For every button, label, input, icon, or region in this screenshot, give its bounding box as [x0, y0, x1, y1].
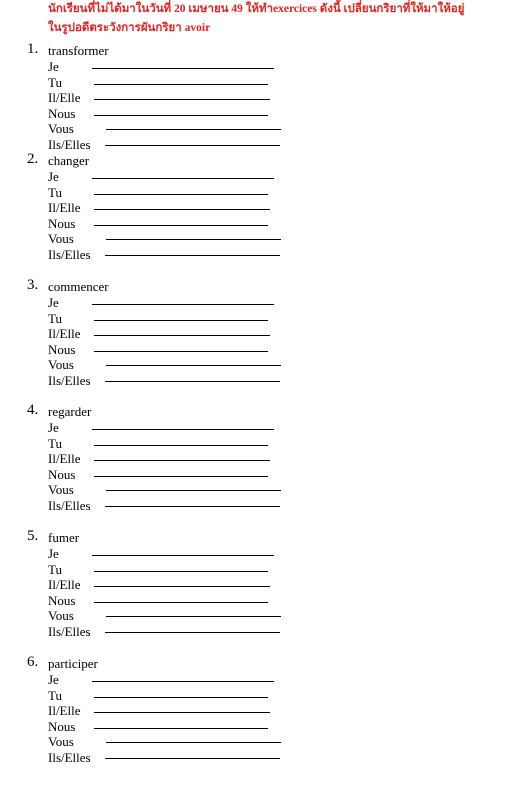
pronoun-label: Tu — [48, 561, 62, 577]
answer-blank-line[interactable] — [94, 712, 270, 713]
pronoun-label: Ils/Elles — [48, 497, 91, 513]
pronoun-label: Je — [48, 420, 59, 435]
pronoun-label: Il/Elle — [48, 326, 81, 342]
answer-blank-line[interactable] — [106, 742, 281, 743]
pronoun-label: Tu — [48, 74, 62, 90]
conjugation-row — [27, 357, 487, 373]
exercise-number: 1. — [27, 41, 39, 57]
conjugation-row — [27, 608, 487, 624]
answer-blank-line[interactable] — [94, 335, 270, 336]
pronoun-label: Ils/Elles — [48, 749, 91, 765]
conjugation-row — [27, 373, 487, 389]
conjugation-row — [27, 719, 487, 735]
pronoun-label: Nous — [48, 215, 76, 231]
conjugation-row — [27, 311, 487, 327]
exercise-heading — [27, 530, 487, 546]
exercise-3 — [27, 279, 487, 389]
conjugation-row — [27, 593, 487, 609]
exercise-verb: participer — [48, 656, 98, 671]
exercise-heading — [27, 43, 487, 59]
answer-blank-line[interactable] — [105, 758, 280, 759]
answer-blank-line[interactable] — [106, 129, 281, 130]
answer-blank-line[interactable] — [92, 304, 274, 305]
answer-blank-line[interactable] — [105, 145, 280, 146]
answer-blank-line[interactable] — [94, 602, 268, 603]
answer-blank-line[interactable] — [92, 178, 274, 179]
answer-blank-line[interactable] — [94, 99, 270, 100]
conjugation-row — [27, 326, 487, 342]
pronoun-label: Il/Elle — [48, 577, 81, 593]
exercise-verb: transformer — [48, 43, 109, 58]
pronoun-label: Nous — [48, 341, 76, 357]
conjugation-row — [27, 420, 487, 436]
answer-blank-line[interactable] — [105, 506, 280, 507]
exercise-heading — [27, 279, 487, 295]
exercise-number: 4. — [27, 402, 39, 418]
pronoun-label: Ils/Elles — [48, 623, 91, 639]
answer-blank-line[interactable] — [94, 460, 270, 461]
pronoun-label: Tu — [48, 310, 62, 326]
conjugation-row — [27, 137, 487, 153]
answer-blank-line[interactable] — [94, 586, 270, 587]
conjugation-row — [27, 750, 487, 766]
pronoun-label: Nous — [48, 592, 76, 608]
conjugation-row — [27, 90, 487, 106]
exercise-verb: changer — [48, 153, 90, 168]
answer-blank-line[interactable] — [92, 555, 274, 556]
conjugation-row — [27, 185, 487, 201]
pronoun-label: Je — [48, 546, 59, 561]
answer-blank-line[interactable] — [92, 68, 274, 69]
conjugation-row — [27, 231, 487, 247]
exercise-heading — [27, 153, 487, 169]
conjugation-row — [27, 451, 487, 467]
pronoun-label: Ils/Elles — [48, 246, 91, 262]
answer-blank-line[interactable] — [106, 616, 281, 617]
conjugation-row — [27, 577, 487, 593]
answer-blank-line[interactable] — [94, 84, 268, 85]
answer-blank-line[interactable] — [105, 381, 280, 382]
conjugation-row — [27, 703, 487, 719]
exercise-number: 3. — [27, 277, 39, 293]
exercise-heading — [27, 404, 487, 420]
answer-blank-line[interactable] — [106, 490, 281, 491]
pronoun-label: Je — [48, 295, 59, 310]
answer-blank-line[interactable] — [105, 255, 280, 256]
answer-blank-line[interactable] — [106, 365, 281, 366]
answer-blank-line[interactable] — [106, 239, 281, 240]
exercise-number: 2. — [27, 151, 39, 167]
instructions-line-1: นักเรียนที่ไม่ได้มาในวันที่ 20 เมษายน 49 ให้ทำexercices ดังนี้ เปลี่ยนกริยาที่ให้มาให้อยู่ — [48, 3, 465, 15]
instructions-header — [48, 0, 488, 37]
conjugation-row — [27, 169, 487, 185]
conjugation-row — [27, 200, 487, 216]
exercise-verb: fumer — [48, 530, 80, 545]
answer-blank-line[interactable] — [94, 351, 268, 352]
answer-blank-line[interactable] — [92, 681, 274, 682]
answer-blank-line[interactable] — [92, 429, 274, 430]
pronoun-label: Il/Elle — [48, 451, 81, 467]
conjugation-row — [27, 342, 487, 358]
answer-blank-line[interactable] — [94, 728, 268, 729]
instructions-line-2: ในรูปอดีตระวังการผันกริยา avoir — [48, 22, 211, 34]
pronoun-label: Il/Elle — [48, 200, 81, 216]
exercise-5 — [27, 530, 487, 640]
answer-blank-line[interactable] — [94, 194, 268, 195]
answer-blank-line[interactable] — [105, 632, 280, 633]
pronoun-label: Je — [48, 169, 59, 184]
pronoun-label: Il/Elle — [48, 90, 81, 106]
conjugation-row — [27, 546, 487, 562]
pronoun-label: Je — [48, 59, 59, 74]
answer-blank-line[interactable] — [94, 571, 268, 572]
answer-blank-line[interactable] — [94, 209, 270, 210]
conjugation-row — [27, 562, 487, 578]
conjugation-row — [27, 467, 487, 483]
pronoun-label: Nous — [48, 718, 76, 734]
answer-blank-line[interactable] — [94, 476, 268, 477]
pronoun-label: Ils/Elles — [48, 372, 91, 388]
conjugation-row — [27, 436, 487, 452]
conjugation-row — [27, 295, 487, 311]
conjugation-row — [27, 75, 487, 91]
pronoun-label: Vous — [48, 121, 74, 137]
exercise-verb: regarder — [48, 404, 92, 419]
conjugation-row — [27, 734, 487, 750]
pronoun-label: Tu — [48, 184, 62, 200]
exercise-2 — [27, 153, 487, 263]
answer-blank-line[interactable] — [94, 445, 268, 446]
conjugation-row — [27, 688, 487, 704]
conjugation-row — [27, 216, 487, 232]
conjugation-row — [27, 106, 487, 122]
answer-blank-line[interactable] — [94, 225, 268, 226]
pronoun-label: Vous — [48, 231, 74, 247]
pronoun-label: Ils/Elles — [48, 136, 91, 152]
conjugation-row — [27, 247, 487, 263]
pronoun-label: Il/Elle — [48, 703, 81, 719]
exercise-1 — [27, 43, 487, 153]
conjugation-row — [27, 121, 487, 137]
pronoun-label: Vous — [48, 734, 74, 750]
conjugation-row — [27, 482, 487, 498]
answer-blank-line[interactable] — [94, 320, 268, 321]
exercise-verb: commencer — [48, 279, 109, 294]
pronoun-label: Nous — [48, 466, 76, 482]
pronoun-label: Vous — [48, 482, 74, 498]
pronoun-label: Je — [48, 672, 59, 687]
pronoun-label: Nous — [48, 105, 76, 121]
exercise-4 — [27, 404, 487, 514]
conjugation-row — [27, 59, 487, 75]
answer-blank-line[interactable] — [94, 115, 268, 116]
exercise-heading — [27, 656, 487, 672]
exercise-number: 6. — [27, 654, 39, 670]
answer-blank-line[interactable] — [94, 697, 268, 698]
conjugation-row — [27, 624, 487, 640]
pronoun-label: Tu — [48, 687, 62, 703]
exercise-number: 5. — [27, 528, 39, 544]
pronoun-label: Vous — [48, 357, 74, 373]
exercise-6 — [27, 656, 487, 766]
conjugation-row — [27, 498, 487, 514]
pronoun-label: Vous — [48, 608, 74, 624]
pronoun-label: Tu — [48, 435, 62, 451]
conjugation-row — [27, 672, 487, 688]
